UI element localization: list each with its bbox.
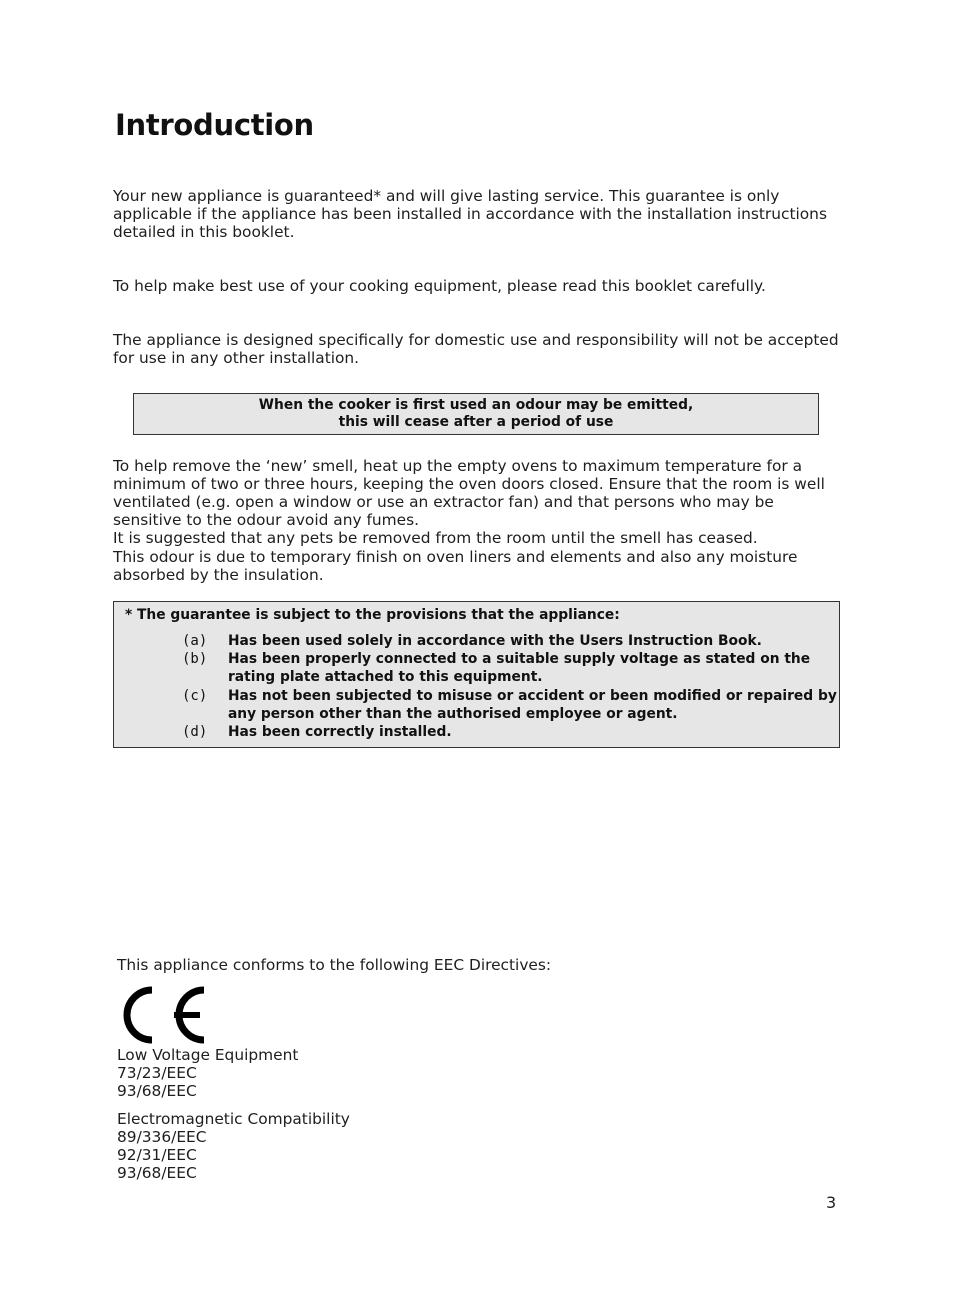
page-title: Introduction: [115, 108, 314, 142]
odour-text-pets: It is suggested that any pets be removed from the room until the smell has ceased.: [113, 529, 758, 547]
intro-text-read: To help make best use of your cooking equipment, please read this booklet carefully.: [113, 277, 766, 295]
ce-mark-logo: [116, 984, 208, 1046]
intro-text-guarantee: Your new appliance is guaranteed* and will give lasting service. This guarantee is only applicable if the appliance has been installed in accordance with the installation instructions detailed in this booklet.: [113, 187, 827, 241]
directive-code: 89/336/EEC: [117, 1128, 207, 1146]
page-number: 3: [826, 1193, 837, 1212]
guarantee-heading: * The guarantee is subject to the provisions that the appliance:: [125, 607, 620, 623]
intro-text-domestic: The appliance is designed specifically for domestic use and responsibility will not be accepted for use in any other installation.: [113, 331, 839, 367]
guarantee-conditions-box: [113, 601, 840, 748]
guarantee-item-letter: (d): [182, 724, 208, 740]
odour-section: [113, 457, 838, 584]
guarantee-item-letter: (a): [182, 633, 208, 649]
guarantee-item-text: Has not been subjected to misuse or accident or been modified or repaired by any person other than the authorised employee or agent.: [228, 688, 837, 722]
directive-code: 93/68/EEC: [117, 1082, 197, 1100]
directive-group-emc: [117, 1110, 350, 1182]
notice-line-1: When the cooker is first used an odour may be emitted,: [258, 397, 694, 413]
odour-notice-box: [133, 393, 819, 435]
directive-code: 73/23/EEC: [117, 1064, 197, 1082]
directive-group-name: Low Voltage Equipment: [117, 1046, 299, 1064]
eec-directives-intro: This appliance conforms to the following EEC Directives:: [117, 956, 552, 974]
intro-paragraph-read: [113, 277, 843, 295]
guarantee-item-text: Has been properly connected to a suitable supply voltage as stated on the rating plate attached to this equipment.: [228, 651, 811, 685]
guarantee-item-letter: (c): [182, 688, 208, 704]
intro-paragraph-guarantee: [113, 187, 843, 241]
guarantee-item-letter: (b): [182, 651, 208, 667]
notice-line-2: this will cease after a period of use: [338, 414, 614, 430]
intro-paragraph-domestic: [113, 331, 843, 367]
guarantee-item-text: Has been used solely in accordance with the Users Instruction Book.: [228, 633, 762, 649]
directive-group-name: Electromagnetic Compatibility: [117, 1110, 350, 1128]
odour-text-cause: This odour is due to temporary finish on oven liners and elements and also any moisture absorbed by the insulation.: [113, 548, 798, 584]
odour-text-remove: To help remove the ‘new’ smell, heat up the empty ovens to maximum temperature for a minimum of two or three hours, keeping the oven doors closed. Ensure that the room is well ventilated (e.g. open a window or use an extractor fan) and that persons who may be sensitive to the odour avoid any fumes.: [113, 457, 825, 529]
directive-group-low-voltage: [117, 1046, 298, 1100]
guarantee-item-text: Has been correctly installed.: [228, 724, 452, 740]
directive-code: 93/68/EEC: [117, 1164, 197, 1182]
directive-code: 92/31/EEC: [117, 1146, 197, 1164]
